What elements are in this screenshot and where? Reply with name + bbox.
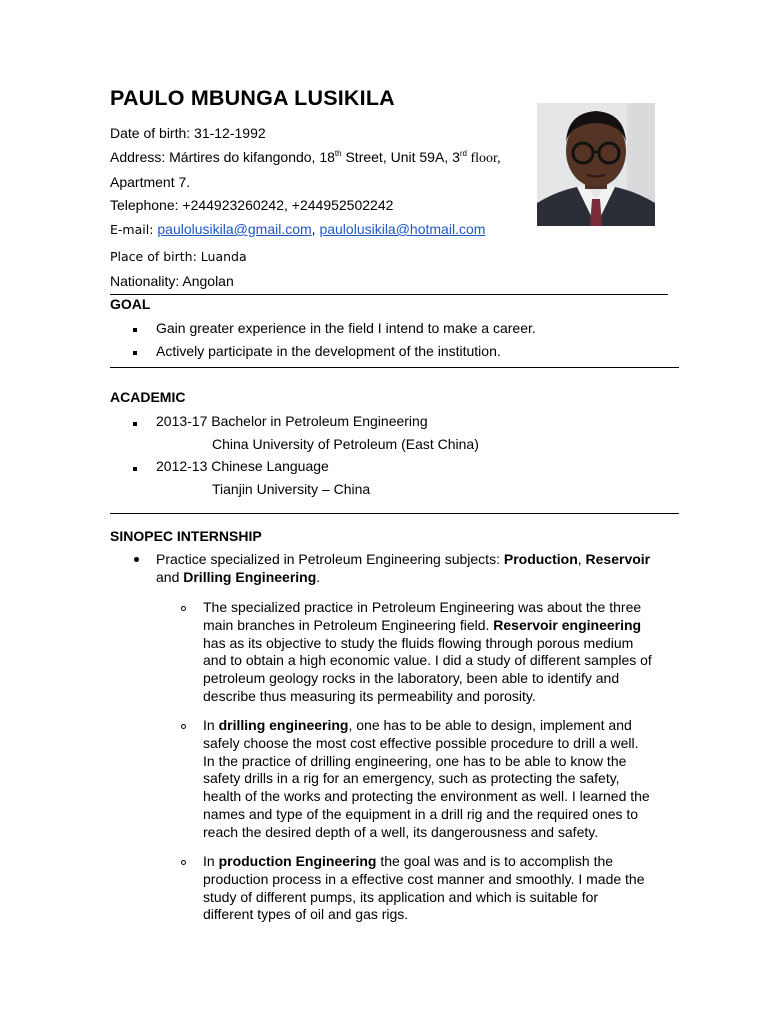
date-of-birth: Date of birth: 31-12-1992 bbox=[110, 125, 266, 141]
para-line: In the practice of drilling engineering, one has to be able to know the bbox=[203, 752, 627, 769]
para-line: The specialized practice in Petroleum Engineering was about the three bbox=[203, 599, 642, 615]
para-text: the goal was and is to accomplish the bbox=[376, 853, 614, 869]
production-paragraph bbox=[203, 853, 673, 924]
email-link-gmail[interactable]: paulolusikila@gmail.com bbox=[157, 221, 312, 237]
academic-degree: 2013-17 Bachelor in Petroleum Engineering bbox=[156, 413, 428, 429]
para-text: In bbox=[203, 853, 219, 869]
profile-photo bbox=[537, 103, 655, 226]
place-of-birth: Place of birth: Luanda bbox=[110, 249, 247, 264]
address-ordinal-2: rd bbox=[459, 149, 467, 158]
intro-reservoir: Reservoir bbox=[585, 551, 651, 567]
address-line-2: Apartment 7. bbox=[110, 174, 191, 190]
intro-end: . bbox=[316, 568, 321, 585]
portrait-image bbox=[537, 103, 655, 226]
academic-school: Tianjin University – China bbox=[212, 481, 371, 497]
para-line: different types of oil and gas rigs. bbox=[203, 906, 409, 923]
drilling-paragraph bbox=[203, 717, 673, 842]
bullet-circle bbox=[181, 724, 186, 729]
nationality: Nationality: Angolan bbox=[110, 273, 234, 289]
para-line: safely choose the most cost effective possible procedure to drill a well. bbox=[203, 734, 639, 751]
candidate-name: PAULO MBUNGA LUSIKILA bbox=[110, 86, 395, 110]
academic-school: China University of Petroleum (East China) bbox=[212, 436, 479, 452]
telephone: Telephone: +244923260242, +244952502242 bbox=[110, 197, 394, 213]
email-link-hotmail[interactable]: paulolusikila@hotmail.com bbox=[319, 221, 486, 237]
para-line: has as its objective to study the fluids flowing through porous medium bbox=[203, 634, 634, 651]
goal-heading: GOAL bbox=[110, 296, 151, 312]
bullet-square bbox=[133, 467, 137, 471]
para-line: production process in a effective cost manner and smoothly. I made the bbox=[203, 870, 645, 887]
para-line: names and type of the equipment in a drill rig and the required ones to bbox=[203, 805, 639, 822]
email-separator: , bbox=[311, 221, 320, 237]
bullet-circle bbox=[181, 606, 186, 611]
reservoir-engineering-term: Reservoir engineering bbox=[493, 616, 642, 633]
intro-sep: , bbox=[577, 551, 586, 567]
goal-item: Actively participate in the development of the institution. bbox=[156, 343, 501, 359]
email-line bbox=[110, 221, 485, 237]
bullet-circle bbox=[181, 860, 186, 865]
bullet-dot bbox=[134, 557, 139, 562]
email-label: E-mail: bbox=[110, 222, 158, 237]
internship-intro bbox=[156, 551, 676, 587]
para-line: petroleum geology rocks in the laboratory, been able to identify and bbox=[203, 670, 620, 687]
intro-text: Practice specialized in Petroleum Engineering subjects: bbox=[156, 551, 504, 567]
para-text: main branches in Petroleum Engineering field. bbox=[203, 616, 494, 633]
intro-and: and bbox=[156, 568, 184, 585]
address-text: Address: Mártires do kifangondo, 18 bbox=[110, 149, 335, 165]
divider bbox=[110, 367, 679, 368]
intro-drilling: Drilling Engineering bbox=[183, 568, 317, 585]
divider bbox=[110, 513, 679, 514]
address-street: Street, Unit 59A, 3 bbox=[341, 149, 460, 165]
para-line: describe thus measuring its permeability and porosity. bbox=[203, 687, 536, 704]
academic-heading: ACADEMIC bbox=[110, 389, 186, 405]
para-text: , one has to be able to design, implement and bbox=[348, 717, 632, 733]
bullet-square bbox=[133, 328, 137, 332]
address-floor: floor, bbox=[467, 151, 501, 166]
academic-degree: 2012-13 Chinese Language bbox=[156, 458, 329, 474]
para-line: and to obtain a high economic value. I did a study of different samples of bbox=[203, 652, 652, 669]
para-line: reach the desired depth of a well, its dangerousness and safety. bbox=[203, 823, 599, 840]
bullet-square bbox=[133, 351, 137, 355]
address-ordinal-1: th bbox=[334, 149, 342, 158]
goal-item: Gain greater experience in the field I intend to make a career. bbox=[156, 320, 536, 336]
para-line: safety drills in a rig for an emergency, such as protecting the safety, bbox=[203, 770, 620, 787]
bullet-square bbox=[133, 422, 137, 426]
drilling-engineering-term: drilling engineering bbox=[218, 717, 349, 733]
internship-heading: SINOPEC INTERNSHIP bbox=[110, 528, 262, 544]
production-engineering-term: production Engineering bbox=[218, 853, 377, 869]
address-line-1 bbox=[110, 149, 501, 167]
para-line: health of the works and protecting the environment as well. I learned the bbox=[203, 788, 650, 805]
intro-production: Production bbox=[503, 551, 578, 567]
para-text: In bbox=[203, 717, 219, 733]
reservoir-paragraph bbox=[203, 599, 673, 706]
para-line: study of different pumps, its application and which is suitable for bbox=[203, 888, 599, 905]
divider bbox=[110, 294, 668, 295]
